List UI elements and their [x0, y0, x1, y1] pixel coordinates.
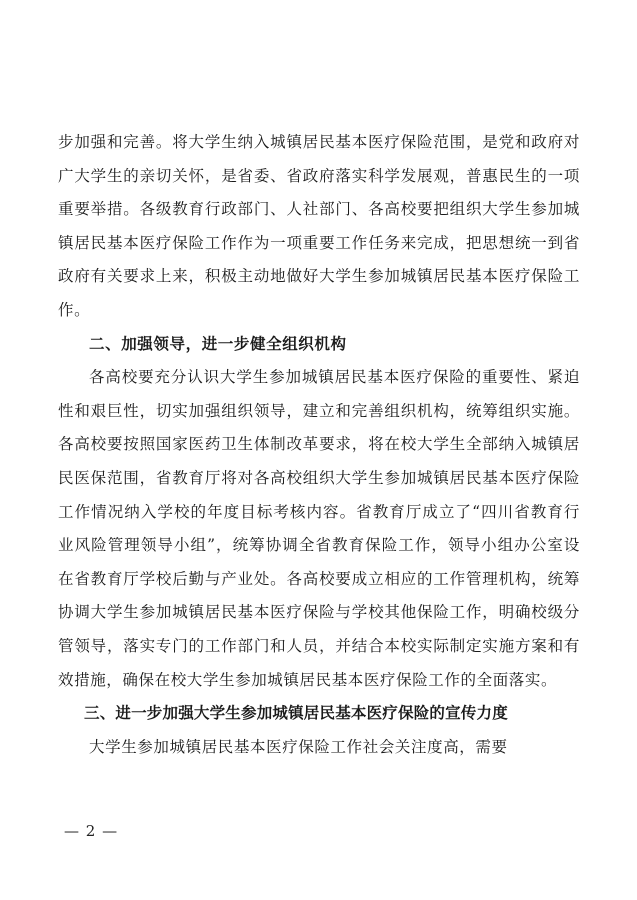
paragraph-section-2: 各高校要充分认识大学生参加城镇居民基本医疗保险的重要性、紧迫性和艰巨性，切实加强组织领导，建立和完善组织机构，统筹组织实施。各高校要按照国家医药卫生体制改革要求，将在校大学生全部纳入城镇居民医保范围，省教育厅将对各高校组织大学生参加城镇居民基本医疗保险工作情况纳入学校的年度目标考核内容。省教育厅成立了“四川省教育行业风险管理领导小组”，统筹协调全省教育保险工作，领导小组办公室设在省教育厅学校后勤与产业处。各高校要成立相应的工作管理机构，统筹协调大学生参加城镇居民基本医疗保险与学校其他保险工作，明确校级分管领导，落实专门的工作部门和人员，并结合本校实际制定实施方案和有效措施，确保在校大学生参加城镇居民基本医疗保险工作的全面落实。	[58, 368, 580, 689]
document-body	[58, 126, 580, 764]
section-heading-2: 二、加强领导，进一步健全组织机构	[89, 334, 347, 353]
paragraph-section-3: 大学生参加城镇居民基本医疗保险工作社会关注度高，需要	[89, 737, 508, 756]
paragraph-continuation: 步加强和完善。将大学生纳入城镇居民基本医疗保险范围，是党和政府对广大学生的亲切关怀，是省委、省政府落实科学发展观，普惠民生的一项重要举措。各级教育行政部门、人社部门、各高校要把组织大学生参加城镇居民基本医疗保险工作作为一项重要工作任务来完成，把思想统一到省政府有关要求上来，积极主动地做好大学生参加城镇居民基本医疗保险工作。	[58, 133, 580, 319]
section-heading-3: 三、进一步加强大学生参加城镇居民基本医疗保险的宣传力度	[84, 704, 508, 723]
page-number: — 2 —	[64, 822, 119, 840]
